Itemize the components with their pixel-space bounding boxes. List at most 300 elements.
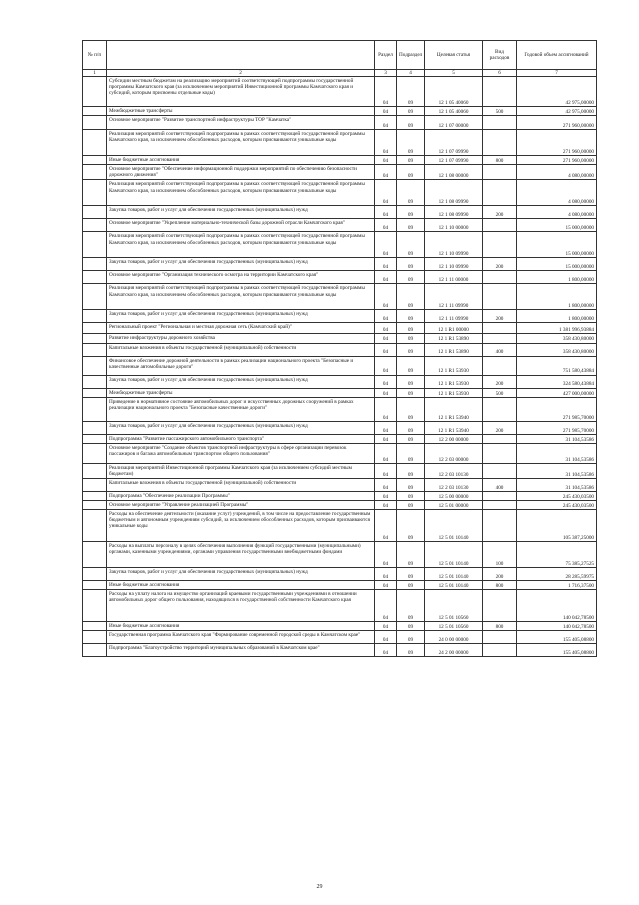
cell-vr bbox=[483, 271, 517, 284]
cell-podrazdel: 09 bbox=[397, 581, 425, 590]
cell-num bbox=[83, 232, 107, 258]
table-row bbox=[83, 130, 597, 156]
cell-csr: 24 0 00 00000 bbox=[425, 631, 483, 644]
cell-podrazdel: 09 bbox=[397, 568, 425, 581]
cell-podrazdel: 09 bbox=[397, 232, 425, 258]
cell-csr: 12 2 00 00000 bbox=[425, 434, 483, 443]
cell-num bbox=[83, 77, 107, 107]
cell-num bbox=[83, 258, 107, 271]
cell-csr: 12 1 08 00000 bbox=[425, 165, 483, 180]
cell-csr: 12 1 11 09990 bbox=[425, 310, 483, 323]
cell-vr: 100 bbox=[483, 542, 517, 568]
cell-num bbox=[83, 443, 107, 463]
cell-razdel: 04 bbox=[375, 323, 397, 334]
cell-sum: 271 985,70000 bbox=[517, 421, 597, 434]
cell-sum: 140 042,78500 bbox=[517, 622, 597, 631]
cell-csr: 12 5 01 10560 bbox=[425, 590, 483, 622]
table-row bbox=[83, 310, 597, 323]
column-number: 1 bbox=[83, 70, 107, 77]
cell-name: Иные бюджетные ассигнования bbox=[107, 156, 375, 165]
table-row bbox=[83, 443, 597, 463]
cell-name: Реализация мероприятий соответствующей подпрограммы в рамках соответствующей государственной программы Камчатского края, за исключением обособленных расходов, которым присваиваются уникальные коды bbox=[107, 130, 375, 156]
cell-vr bbox=[483, 491, 517, 500]
cell-podrazdel: 09 bbox=[397, 463, 425, 478]
table-row bbox=[83, 258, 597, 271]
table-row bbox=[83, 421, 597, 434]
cell-podrazdel: 09 bbox=[397, 334, 425, 343]
cell-sum: 1 800,00000 bbox=[517, 271, 597, 284]
cell-podrazdel: 09 bbox=[397, 180, 425, 206]
cell-sum: 1 381 996,93884 bbox=[517, 323, 597, 334]
cell-csr: 12 1 07 00000 bbox=[425, 116, 483, 130]
cell-sum: 15 000,00000 bbox=[517, 219, 597, 232]
table-row bbox=[83, 644, 597, 657]
cell-csr: 12 5 01 10140 bbox=[425, 542, 483, 568]
cell-sum: 1 800,00000 bbox=[517, 284, 597, 310]
cell-name: Государственная программа Камчатского края "Формирование современной городской среды в Камчатском крае" bbox=[107, 631, 375, 644]
cell-vr bbox=[483, 501, 517, 510]
cell-sum: 42 975,00000 bbox=[517, 107, 597, 116]
cell-podrazdel: 09 bbox=[397, 542, 425, 568]
cell-sum: 75 385,27525 bbox=[517, 542, 597, 568]
cell-name: Межбюджетные трансферты bbox=[107, 107, 375, 116]
cell-num bbox=[83, 219, 107, 232]
cell-vr: 500 bbox=[483, 388, 517, 397]
table-row bbox=[83, 510, 597, 542]
column-number-row bbox=[83, 70, 597, 77]
cell-vr bbox=[483, 443, 517, 463]
budget-table-page bbox=[82, 40, 596, 657]
cell-sum: 4 080,00000 bbox=[517, 206, 597, 219]
cell-vr: 200 bbox=[483, 310, 517, 323]
cell-podrazdel: 09 bbox=[397, 156, 425, 165]
cell-razdel: 04 bbox=[375, 581, 397, 590]
cell-razdel: 04 bbox=[375, 510, 397, 542]
cell-sum: 42 975,00000 bbox=[517, 77, 597, 107]
cell-sum: 4 080,00000 bbox=[517, 180, 597, 206]
cell-razdel: 04 bbox=[375, 107, 397, 116]
cell-podrazdel: 09 bbox=[397, 206, 425, 219]
cell-csr: 12 1 R1 53940 bbox=[425, 421, 483, 434]
cell-podrazdel: 09 bbox=[397, 130, 425, 156]
cell-vr bbox=[483, 116, 517, 130]
cell-name: Основное мероприятие "Управление реализацией Программы" bbox=[107, 501, 375, 510]
table-row bbox=[83, 271, 597, 284]
cell-name: Подпрограмма "Благоустройство территорий муниципальных образований в Камчатском крае" bbox=[107, 644, 375, 657]
cell-csr: 12 1 11 00000 bbox=[425, 271, 483, 284]
cell-podrazdel: 09 bbox=[397, 284, 425, 310]
cell-sum: 358 430,80000 bbox=[517, 343, 597, 356]
cell-name: Закупка товаров, работ и услуг для обеспечения государственных (муниципальных) нужд bbox=[107, 421, 375, 434]
column-number: 4 bbox=[397, 70, 425, 77]
table-row bbox=[83, 542, 597, 568]
cell-podrazdel: 09 bbox=[397, 219, 425, 232]
table-row bbox=[83, 165, 597, 180]
cell-vr bbox=[483, 232, 517, 258]
cell-csr: 12 5 00 00000 bbox=[425, 491, 483, 500]
cell-csr: 12 1 R1 53930 bbox=[425, 388, 483, 397]
cell-sum: 15 000,00000 bbox=[517, 232, 597, 258]
cell-razdel: 04 bbox=[375, 310, 397, 323]
cell-num bbox=[83, 463, 107, 478]
cell-sum: 427 000,00000 bbox=[517, 388, 597, 397]
table-row bbox=[83, 581, 597, 590]
cell-num bbox=[83, 343, 107, 356]
header-num: № п/п bbox=[83, 41, 107, 70]
cell-sum: 751 580,43884 bbox=[517, 356, 597, 375]
table-row bbox=[83, 156, 597, 165]
cell-num bbox=[83, 334, 107, 343]
cell-razdel: 04 bbox=[375, 397, 397, 421]
cell-name: Закупка товаров, работ и услуг для обеспечения государственных (муниципальных) нужд bbox=[107, 310, 375, 323]
cell-num bbox=[83, 568, 107, 581]
cell-vr: 400 bbox=[483, 343, 517, 356]
cell-vr: 400 bbox=[483, 478, 517, 491]
cell-razdel: 04 bbox=[375, 542, 397, 568]
cell-sum: 155 405,08800 bbox=[517, 644, 597, 657]
cell-name: Расходы на выплаты персоналу в целях обеспечения выполнения функций государственными (муниципальными) органами, казенными учреждениями, органами управления государственными внебюджетными фондами bbox=[107, 542, 375, 568]
cell-razdel: 04 bbox=[375, 343, 397, 356]
cell-podrazdel: 09 bbox=[397, 107, 425, 116]
cell-razdel: 04 bbox=[375, 180, 397, 206]
cell-csr: 12 1 R1 53940 bbox=[425, 397, 483, 421]
cell-vr: 200 bbox=[483, 568, 517, 581]
table-row bbox=[83, 590, 597, 622]
cell-vr bbox=[483, 334, 517, 343]
cell-podrazdel: 09 bbox=[397, 434, 425, 443]
cell-num bbox=[83, 590, 107, 622]
cell-sum: 28 285,59975 bbox=[517, 568, 597, 581]
cell-csr: 12 1 R1 53890 bbox=[425, 334, 483, 343]
cell-podrazdel: 09 bbox=[397, 77, 425, 107]
cell-razdel: 04 bbox=[375, 156, 397, 165]
cell-sum: 155 405,08800 bbox=[517, 631, 597, 644]
table-row bbox=[83, 334, 597, 343]
cell-vr bbox=[483, 165, 517, 180]
cell-name: Закупка товаров, работ и услуг для обеспечения государственных (муниципальных) нужд bbox=[107, 375, 375, 388]
cell-name: Закупка товаров, работ и услуг для обеспечения государственных (муниципальных) нужд bbox=[107, 206, 375, 219]
cell-razdel: 04 bbox=[375, 165, 397, 180]
cell-sum: 271 985,70000 bbox=[517, 397, 597, 421]
cell-razdel: 04 bbox=[375, 232, 397, 258]
table-row bbox=[83, 323, 597, 334]
cell-csr: 12 1 11 09990 bbox=[425, 284, 483, 310]
cell-podrazdel: 09 bbox=[397, 323, 425, 334]
cell-name: Расходы на уплату налога на имущество организаций краевыми государственными учреждениями в отношении автомобильных дорог общего пользования, находящихся в государственной собственности Камчатского края bbox=[107, 590, 375, 622]
cell-num bbox=[83, 397, 107, 421]
cell-csr: 12 1 08 09990 bbox=[425, 206, 483, 219]
table-row bbox=[83, 397, 597, 421]
cell-razdel: 04 bbox=[375, 388, 397, 397]
cell-name: Основное мероприятие "Создание объектов транспортной инфраструктуры в сфере организации перевозок пассажиров и багажа автомобильным транспортом общего пользования" bbox=[107, 443, 375, 463]
cell-num bbox=[83, 491, 107, 500]
cell-podrazdel: 09 bbox=[397, 388, 425, 397]
cell-num bbox=[83, 107, 107, 116]
cell-csr: 12 1 10 09990 bbox=[425, 232, 483, 258]
cell-name: Капитальные вложения в объекты государственной (муниципальной) собственности bbox=[107, 343, 375, 356]
cell-razdel: 04 bbox=[375, 491, 397, 500]
cell-razdel: 04 bbox=[375, 130, 397, 156]
cell-razdel: 04 bbox=[375, 219, 397, 232]
cell-podrazdel: 09 bbox=[397, 310, 425, 323]
cell-csr: 12 1 R1 53890 bbox=[425, 343, 483, 356]
table-row bbox=[83, 284, 597, 310]
header-name bbox=[107, 41, 375, 70]
cell-csr: 12 2 03 10130 bbox=[425, 478, 483, 491]
table-row bbox=[83, 501, 597, 510]
cell-podrazdel: 09 bbox=[397, 258, 425, 271]
cell-sum: 15 000,00000 bbox=[517, 258, 597, 271]
cell-podrazdel: 09 bbox=[397, 116, 425, 130]
column-number: 6 bbox=[483, 70, 517, 77]
cell-vr: 800 bbox=[483, 156, 517, 165]
cell-name: Основное мероприятие "Развитие транспортной инфраструктуры ТОР "Камчатка" bbox=[107, 116, 375, 130]
cell-vr bbox=[483, 510, 517, 542]
cell-podrazdel: 09 bbox=[397, 397, 425, 421]
cell-name: Иные бюджетные ассигнования bbox=[107, 622, 375, 631]
cell-csr: 12 2 03 00000 bbox=[425, 443, 483, 463]
cell-podrazdel: 09 bbox=[397, 443, 425, 463]
cell-vr bbox=[483, 323, 517, 334]
table-row bbox=[83, 116, 597, 130]
cell-podrazdel: 09 bbox=[397, 271, 425, 284]
budget-table bbox=[82, 40, 597, 657]
header-razdel: Раздел bbox=[375, 41, 397, 70]
cell-vr bbox=[483, 77, 517, 107]
table-row bbox=[83, 206, 597, 219]
cell-num bbox=[83, 130, 107, 156]
cell-podrazdel: 09 bbox=[397, 165, 425, 180]
cell-name: Закупка товаров, работ и услуг для обеспечения государственных (муниципальных) нужд bbox=[107, 568, 375, 581]
table-row bbox=[83, 232, 597, 258]
cell-csr: 12 1 10 09990 bbox=[425, 258, 483, 271]
cell-num bbox=[83, 631, 107, 644]
table-row bbox=[83, 568, 597, 581]
cell-sum: 245 430,03500 bbox=[517, 501, 597, 510]
cell-num bbox=[83, 478, 107, 491]
table-row bbox=[83, 107, 597, 116]
cell-name: Подпрограмма "Развитие пассажирского автомобильного транспорта" bbox=[107, 434, 375, 443]
cell-name: Приведение в нормативное состояние автомобильных дорог и искусственных дорожных сооружений в рамках реализации национального проекта "Безопасные качественные дороги" bbox=[107, 397, 375, 421]
cell-podrazdel: 09 bbox=[397, 491, 425, 500]
cell-podrazdel: 09 bbox=[397, 510, 425, 542]
cell-num bbox=[83, 510, 107, 542]
cell-sum: 271 960,00000 bbox=[517, 130, 597, 156]
cell-name: Реализация мероприятий соответствующей подпрограммы в рамках соответствующей государственной программы Камчатского края, за исключением обособленных расходов, которым присваиваются уникальные коды bbox=[107, 180, 375, 206]
cell-vr bbox=[483, 219, 517, 232]
cell-razdel: 04 bbox=[375, 590, 397, 622]
page-number: 29 bbox=[316, 884, 323, 890]
cell-csr: 12 5 01 00000 bbox=[425, 501, 483, 510]
cell-num bbox=[83, 542, 107, 568]
cell-podrazdel: 09 bbox=[397, 501, 425, 510]
cell-csr: 12 2 03 10130 bbox=[425, 463, 483, 478]
cell-razdel: 04 bbox=[375, 284, 397, 310]
cell-num bbox=[83, 356, 107, 375]
cell-name: Расходы на обеспечение деятельности (оказание услуг) учреждений, в том числе на предоставление государственным бюджетным и автономным учреждениям субсидий, за исключением обособленных расходов, которым присваиваются уникальные коды bbox=[107, 510, 375, 542]
cell-vr bbox=[483, 356, 517, 375]
cell-sum: 31 104,53586 bbox=[517, 434, 597, 443]
cell-name: Закупка товаров, работ и услуг для обеспечения государственных (муниципальных) нужд bbox=[107, 258, 375, 271]
cell-sum: 271 960,00000 bbox=[517, 116, 597, 130]
cell-razdel: 04 bbox=[375, 443, 397, 463]
cell-vr bbox=[483, 180, 517, 206]
cell-sum: 1 716,37500 bbox=[517, 581, 597, 590]
cell-csr: 12 1 07 09990 bbox=[425, 156, 483, 165]
column-number: 7 bbox=[517, 70, 597, 77]
table-row bbox=[83, 478, 597, 491]
cell-name: Региональный проект "Региональная и местная дорожная сеть (Камчатский край)" bbox=[107, 323, 375, 334]
cell-podrazdel: 09 bbox=[397, 478, 425, 491]
cell-num bbox=[83, 206, 107, 219]
cell-razdel: 04 bbox=[375, 622, 397, 631]
cell-sum: 324 580,43884 bbox=[517, 375, 597, 388]
cell-sum: 31 104,53586 bbox=[517, 443, 597, 463]
cell-num bbox=[83, 165, 107, 180]
cell-sum: 245 430,03500 bbox=[517, 491, 597, 500]
cell-csr: 12 1 08 09990 bbox=[425, 180, 483, 206]
cell-num bbox=[83, 622, 107, 631]
cell-name: Основное мероприятие "Организация технического осмотра на территории Камчатского края" bbox=[107, 271, 375, 284]
cell-sum: 1 800,00000 bbox=[517, 310, 597, 323]
cell-csr: 12 1 07 09990 bbox=[425, 130, 483, 156]
cell-razdel: 04 bbox=[375, 77, 397, 107]
cell-csr: 24 2 00 00000 bbox=[425, 644, 483, 657]
cell-vr: 800 bbox=[483, 622, 517, 631]
cell-name: Реализация мероприятий соответствующей подпрограммы в рамках соответствующей государственной программы Камчатского края, за исключением обособленных расходов, которым присваиваются уникальные коды bbox=[107, 284, 375, 310]
cell-num bbox=[83, 501, 107, 510]
cell-num bbox=[83, 284, 107, 310]
table-row bbox=[83, 180, 597, 206]
cell-sum: 358 430,80000 bbox=[517, 334, 597, 343]
cell-name: Капитальные вложения в объекты государственной (муниципальной) собственности bbox=[107, 478, 375, 491]
cell-razdel: 04 bbox=[375, 206, 397, 219]
cell-csr: 12 1 05 40060 bbox=[425, 77, 483, 107]
cell-name: Подпрограмма "Обеспечение реализации Программы" bbox=[107, 491, 375, 500]
cell-sum: 31 104,53586 bbox=[517, 478, 597, 491]
cell-podrazdel: 09 bbox=[397, 644, 425, 657]
cell-csr: 12 5 01 10140 bbox=[425, 568, 483, 581]
cell-name: Межбюджетные трансферты bbox=[107, 388, 375, 397]
cell-csr: 12 5 01 10140 bbox=[425, 581, 483, 590]
cell-razdel: 04 bbox=[375, 421, 397, 434]
column-number: 5 bbox=[425, 70, 483, 77]
cell-podrazdel: 09 bbox=[397, 421, 425, 434]
column-number: 3 bbox=[375, 70, 397, 77]
cell-vr bbox=[483, 644, 517, 657]
cell-num bbox=[83, 434, 107, 443]
header-vr: Вид расходов bbox=[483, 41, 517, 70]
cell-podrazdel: 09 bbox=[397, 343, 425, 356]
cell-csr: 12 5 01 10560 bbox=[425, 622, 483, 631]
cell-num bbox=[83, 323, 107, 334]
cell-razdel: 04 bbox=[375, 116, 397, 130]
cell-vr: 500 bbox=[483, 107, 517, 116]
cell-csr: 12 1 R1 00000 bbox=[425, 323, 483, 334]
cell-csr: 12 5 01 10140 bbox=[425, 510, 483, 542]
cell-razdel: 04 bbox=[375, 478, 397, 491]
cell-csr: 12 1 05 40060 bbox=[425, 107, 483, 116]
column-number: 2 bbox=[107, 70, 375, 77]
cell-num bbox=[83, 421, 107, 434]
table-row bbox=[83, 434, 597, 443]
cell-vr bbox=[483, 130, 517, 156]
cell-num bbox=[83, 310, 107, 323]
cell-razdel: 04 bbox=[375, 568, 397, 581]
cell-vr: 200 bbox=[483, 206, 517, 219]
cell-razdel: 04 bbox=[375, 258, 397, 271]
cell-vr bbox=[483, 631, 517, 644]
cell-num bbox=[83, 116, 107, 130]
cell-sum: 105 387,25000 bbox=[517, 510, 597, 542]
cell-name: Основное мероприятие "Укрепление материально-технической базы дорожной отрасли Камчатского края" bbox=[107, 219, 375, 232]
cell-razdel: 04 bbox=[375, 334, 397, 343]
table-row bbox=[83, 622, 597, 631]
header-podrazdel: Подраздел bbox=[397, 41, 425, 70]
cell-name: Развитие инфраструктуры дорожного хозяйства bbox=[107, 334, 375, 343]
cell-vr bbox=[483, 434, 517, 443]
cell-vr: 200 bbox=[483, 421, 517, 434]
cell-vr bbox=[483, 397, 517, 421]
cell-podrazdel: 09 bbox=[397, 622, 425, 631]
cell-podrazdel: 09 bbox=[397, 375, 425, 388]
header-sum: Годовой объем ассигнований bbox=[517, 41, 597, 70]
table-row bbox=[83, 77, 597, 107]
cell-razdel: 04 bbox=[375, 375, 397, 388]
cell-name: Субсидии местным бюджетам на реализацию мероприятий соответствующей подпрограммы государственной программы Камчатского края (за исключением мероприятий Инвестиционной программы Камчатского края и субсидий, которым присвоены отдельные коды) bbox=[107, 77, 375, 107]
cell-sum: 140 042,78500 bbox=[517, 590, 597, 622]
cell-num bbox=[83, 644, 107, 657]
cell-razdel: 04 bbox=[375, 356, 397, 375]
cell-csr: 12 1 10 00000 bbox=[425, 219, 483, 232]
cell-podrazdel: 09 bbox=[397, 356, 425, 375]
cell-num bbox=[83, 180, 107, 206]
cell-name: Иные бюджетные ассигнования bbox=[107, 581, 375, 590]
cell-sum: 31 104,53586 bbox=[517, 463, 597, 478]
cell-name: Реализация мероприятий Инвестиционной программы Камчатского края (за исключением субсидий местным бюджетам) bbox=[107, 463, 375, 478]
cell-num bbox=[83, 271, 107, 284]
cell-vr bbox=[483, 284, 517, 310]
table-row bbox=[83, 343, 597, 356]
cell-name: Финансовое обеспечение дорожной деятельности в рамках реализации национального проекта "Безопасные и качественные автомобильные дороги" bbox=[107, 356, 375, 375]
cell-razdel: 04 bbox=[375, 271, 397, 284]
cell-razdel: 04 bbox=[375, 501, 397, 510]
cell-name: Реализация мероприятий соответствующей подпрограммы в рамках соответствующей государственной программы Камчатского края, за исключением обособленных расходов, которым присваиваются уникальные коды bbox=[107, 232, 375, 258]
cell-razdel: 04 bbox=[375, 463, 397, 478]
table-row bbox=[83, 219, 597, 232]
cell-num bbox=[83, 388, 107, 397]
cell-vr: 800 bbox=[483, 581, 517, 590]
cell-podrazdel: 09 bbox=[397, 590, 425, 622]
cell-vr: 200 bbox=[483, 375, 517, 388]
cell-name: Основное мероприятие "Обеспечение информационной поддержки мероприятий по обеспечению безопасности дорожного движения" bbox=[107, 165, 375, 180]
table-row bbox=[83, 356, 597, 375]
cell-vr bbox=[483, 463, 517, 478]
table-row bbox=[83, 463, 597, 478]
cell-razdel: 04 bbox=[375, 644, 397, 657]
cell-csr: 12 1 R1 53930 bbox=[425, 356, 483, 375]
cell-csr: 12 1 R1 53930 bbox=[425, 375, 483, 388]
cell-vr: 200 bbox=[483, 258, 517, 271]
cell-razdel: 04 bbox=[375, 434, 397, 443]
header-csr: Целевая статья bbox=[425, 41, 483, 70]
cell-podrazdel: 09 bbox=[397, 631, 425, 644]
cell-vr bbox=[483, 590, 517, 622]
cell-sum: 271 960,00000 bbox=[517, 156, 597, 165]
cell-num bbox=[83, 156, 107, 165]
cell-razdel: 04 bbox=[375, 631, 397, 644]
table-body bbox=[83, 77, 597, 657]
